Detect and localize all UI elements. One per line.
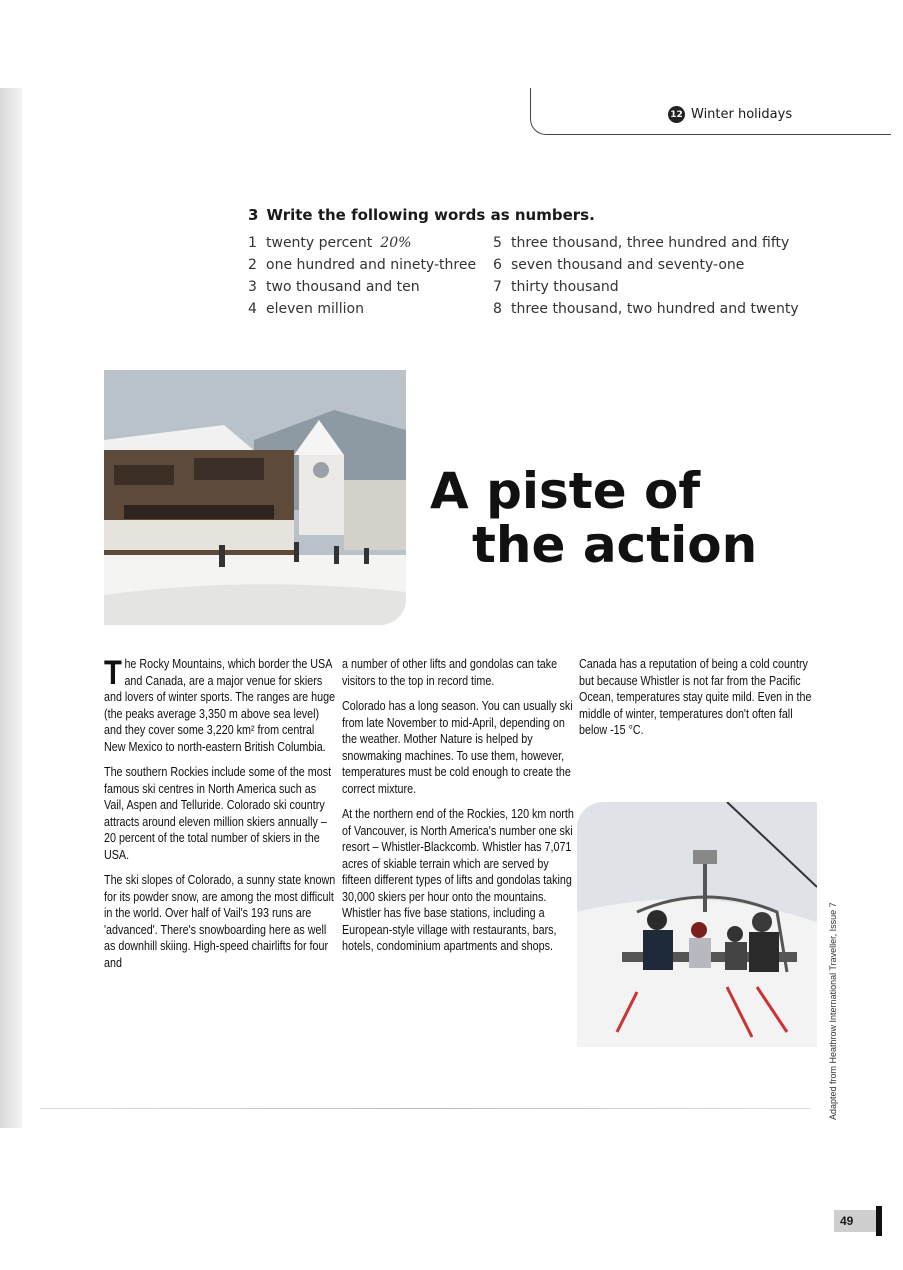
unit-number-badge: 12 bbox=[668, 106, 685, 123]
page-edge-shadow bbox=[0, 88, 22, 1128]
item-text: seven thousand and seventy-one bbox=[511, 257, 745, 273]
exercise-item-1 bbox=[248, 232, 493, 254]
item-number: 6 bbox=[493, 257, 502, 273]
article-paragraph: At the northern end of the Rockies, 120 km north of Vancouver, is North America's number one ski resort – Whistler-Blackcomb. Whistler has 7,071 acres of skiable terrain which are served by fifteen different types of lifts and gondolas taking 30,000 skiers per hour onto the mountains. Whistler has five base stations, including a European-style village with restaurants, bars, hotels, condominium apartments and shops. bbox=[342, 807, 574, 953]
exercise-3 bbox=[248, 206, 808, 320]
exercise-item-4 bbox=[248, 298, 493, 320]
item-number: 7 bbox=[493, 279, 502, 295]
handwritten-answer: 20% bbox=[380, 235, 412, 251]
paragraph-text: he Rocky Mountains, which border the USA and Canada, are a major venue for skiers and lovers of winter sports. The ranges are huge (the peaks average 3,350 m above sea level) and they cover some 3,220 km² from central New Mexico to north-eastern British Columbia. bbox=[104, 657, 336, 754]
ski-village-illustration bbox=[104, 370, 406, 625]
unit-header bbox=[668, 106, 792, 123]
item-text: eleven million bbox=[266, 301, 364, 317]
item-number: 2 bbox=[248, 257, 257, 273]
exercise-title bbox=[248, 206, 808, 224]
exercise-number: 3 bbox=[248, 206, 259, 224]
headline-line-1: A piste of bbox=[430, 461, 701, 520]
item-number: 5 bbox=[493, 235, 502, 251]
item-text: two thousand and ten bbox=[266, 279, 420, 295]
drop-cap: T bbox=[104, 654, 122, 692]
item-number: 8 bbox=[493, 301, 502, 317]
unit-title: Winter holidays bbox=[691, 107, 793, 122]
item-number: 3 bbox=[248, 279, 257, 295]
headline-line-2: the action bbox=[472, 515, 758, 574]
exercise-item-5 bbox=[493, 232, 799, 254]
article-paragraph: a number of other lifts and gondolas can take visitors to the top in record time. bbox=[342, 657, 558, 688]
article-headline bbox=[430, 461, 758, 574]
bottom-rule bbox=[40, 1108, 810, 1109]
article-column-2 bbox=[342, 656, 579, 964]
item-text: three thousand, two hundred and twenty bbox=[511, 301, 799, 317]
article-paragraph: The southern Rockies include some of the most famous ski centres in North America such as Vail, Aspen and Telluride. Colorado ski country attracts around eleven million skiers annually – 20 percent of the total number of skiers in the USA. bbox=[104, 765, 332, 862]
chairlift-photo bbox=[577, 802, 817, 1047]
item-number: 1 bbox=[248, 235, 257, 251]
exercise-item-7 bbox=[493, 276, 799, 298]
article-paragraph bbox=[104, 656, 338, 755]
exercise-left-column bbox=[248, 232, 493, 320]
item-text: twenty percent bbox=[266, 235, 373, 251]
item-text: one hundred and ninety-three bbox=[266, 257, 477, 273]
item-number: 4 bbox=[248, 301, 257, 317]
source-credit: Adapted from Heathrow International Traveller, Issue 7 bbox=[828, 902, 838, 1120]
exercise-items bbox=[248, 232, 808, 320]
exercise-item-2 bbox=[248, 254, 493, 276]
exercise-right-column bbox=[493, 232, 799, 320]
chairlift-illustration bbox=[577, 802, 817, 1047]
exercise-item-3 bbox=[248, 276, 493, 298]
item-text: three thousand, three hundred and fifty bbox=[511, 235, 790, 251]
article-paragraph: Canada has a reputation of being a cold country but because Whistler is not far from the Pacific Ocean, temperatures stay quite mild. Even in the middle of winter, temperatures don't often fall below -15 °C. bbox=[579, 657, 812, 737]
exercise-instruction: Write the following words as numbers. bbox=[266, 206, 595, 224]
item-text: thirty thousand bbox=[511, 279, 619, 295]
article-column-1 bbox=[104, 656, 338, 980]
article-paragraph: Colorado has a long season. You can usually ski from late November to mid-April, depending on the weather. Mother Nature is helped by snowmaking machines. To use them, however, temperatures must be cold enough to create the correct mixture. bbox=[342, 699, 573, 796]
exercise-item-6 bbox=[493, 254, 799, 276]
article-column-3 bbox=[579, 656, 822, 748]
ski-village-photo bbox=[104, 370, 406, 625]
exercise-item-8 bbox=[493, 298, 799, 320]
article-paragraph: The ski slopes of Colorado, a sunny state known for its powder snow, are among the most difficult in the world. Over half of Vail's 193 runs are 'advanced'. There's snowboarding here as well as downhill skiing. High-speed chairlifts for four and bbox=[104, 873, 336, 970]
page-number: 49 bbox=[834, 1210, 882, 1232]
